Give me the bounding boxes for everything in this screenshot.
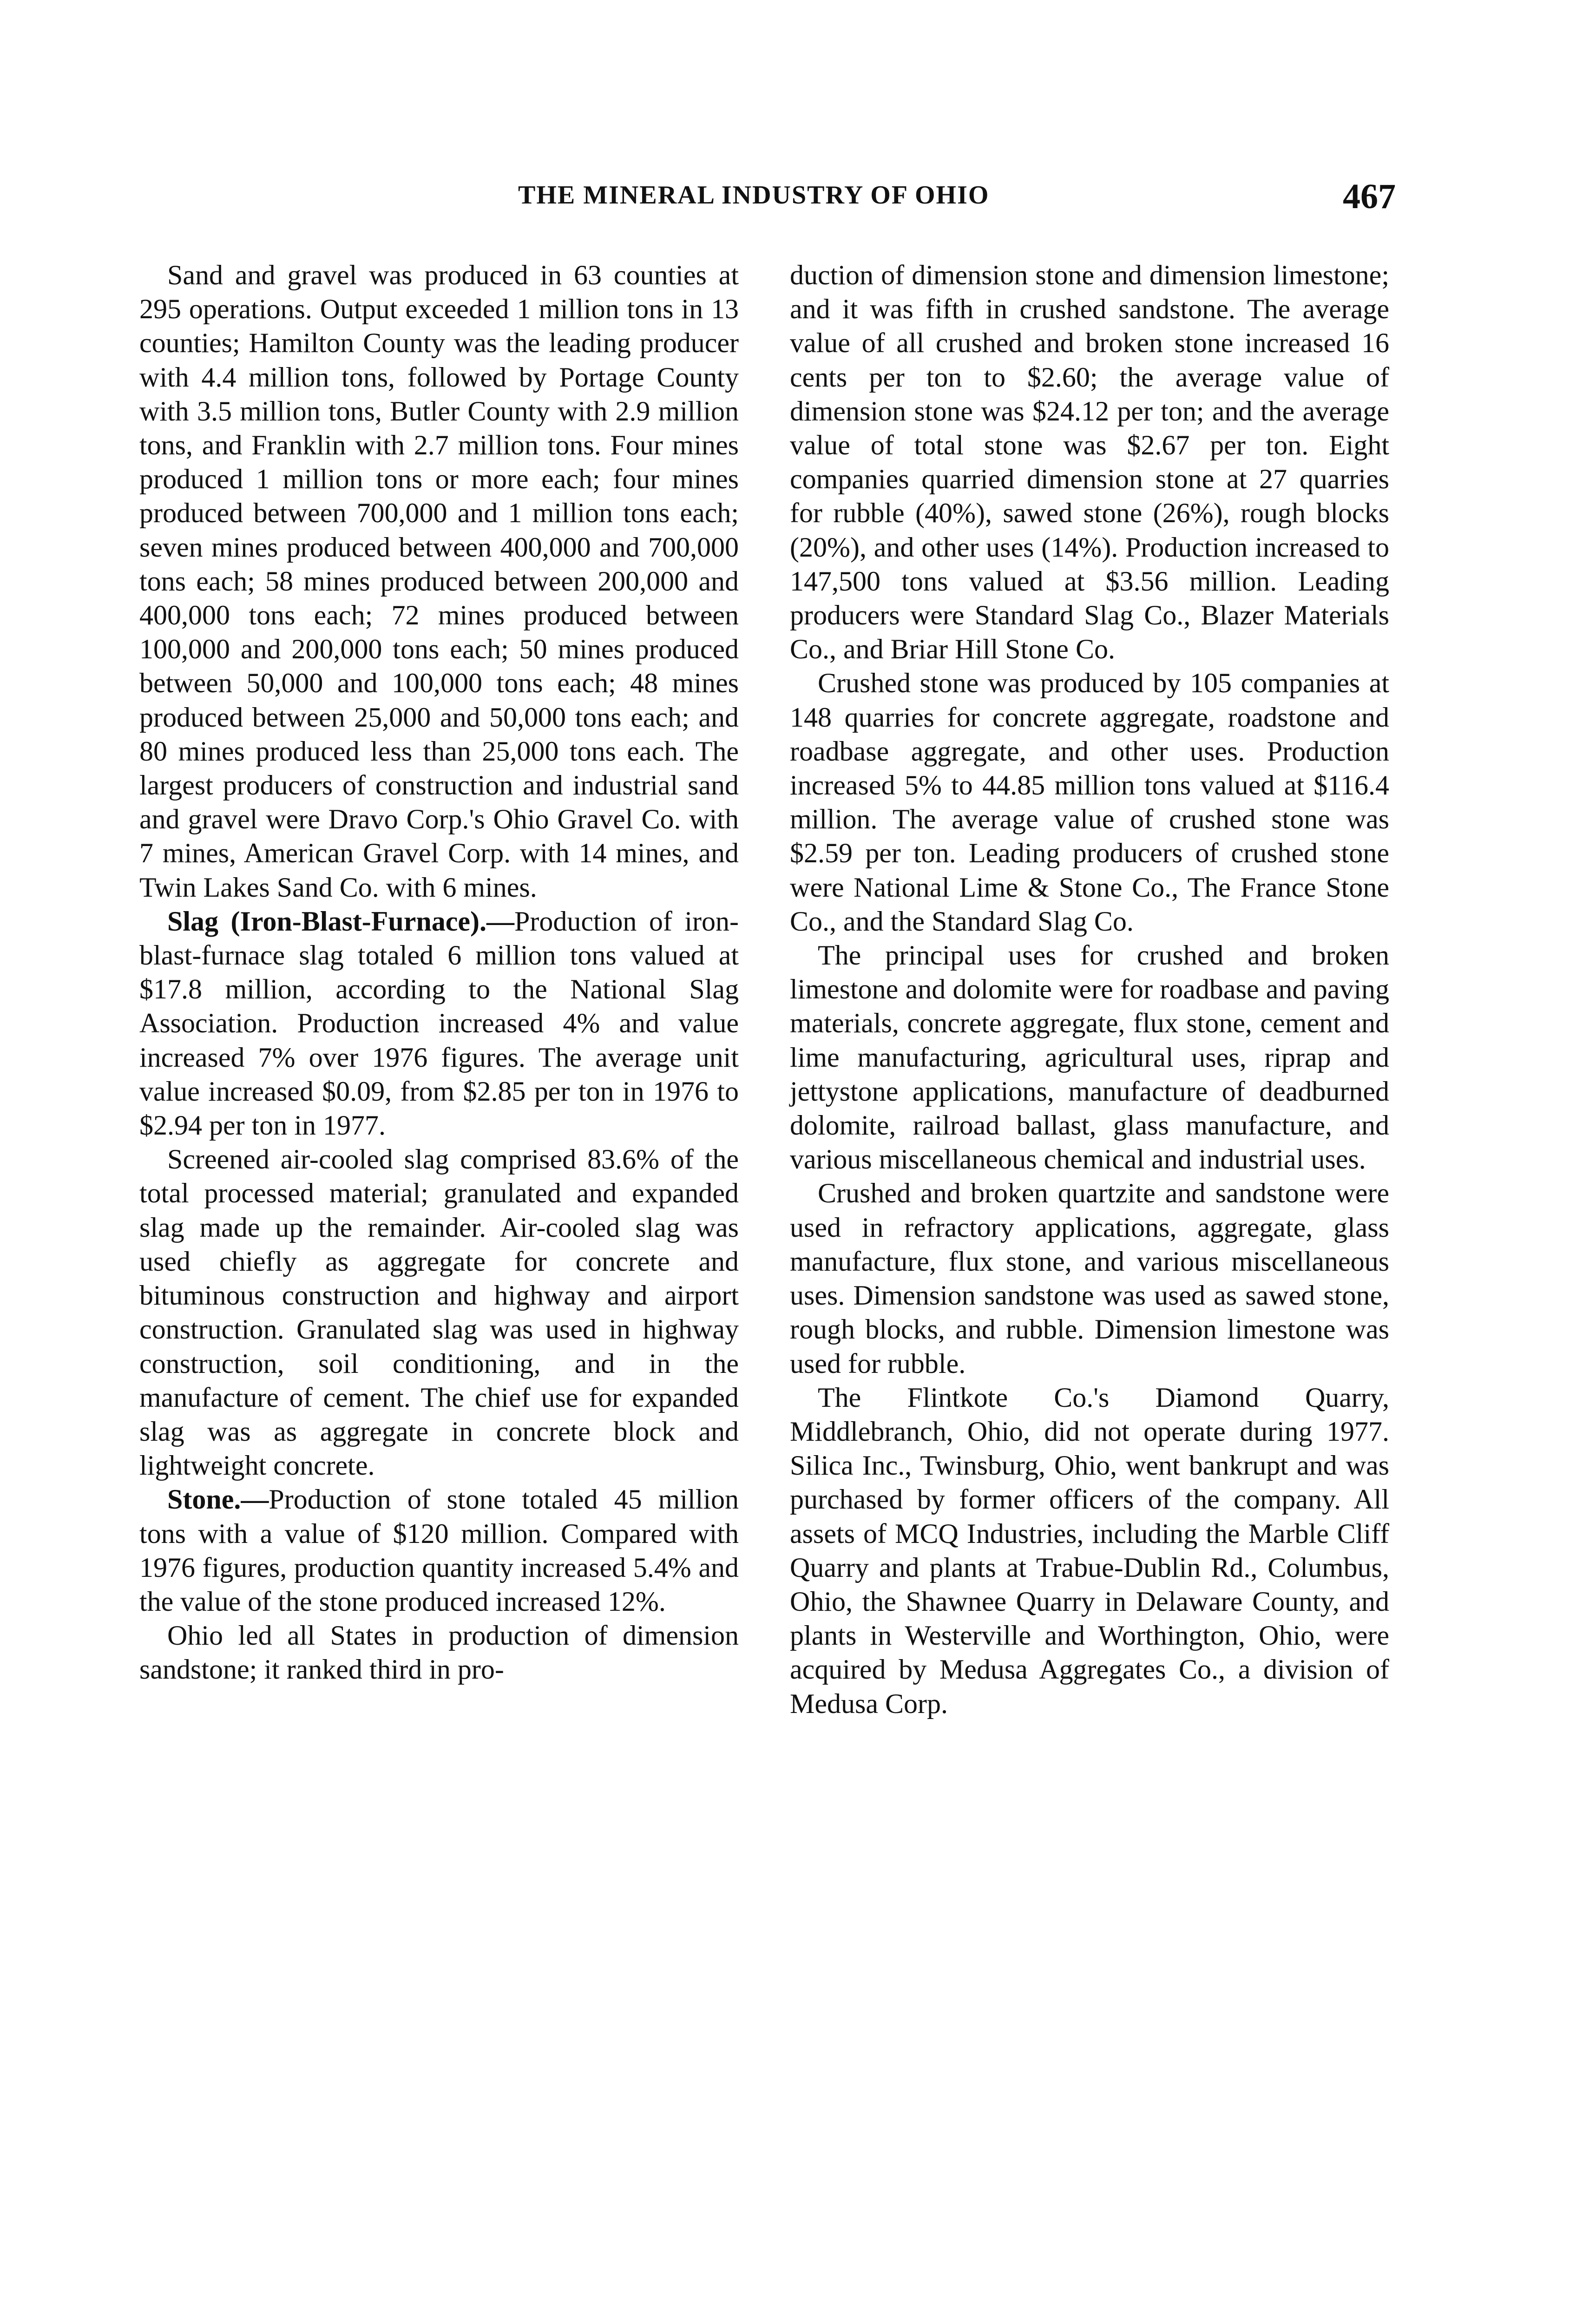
quartzite-paragraph: Crushed and broken quartzite and sandstone were used in refractory applications, aggregate, glass manufacture, flux stone, and various miscellaneous uses. Dimension sandstone was used as sawed stone, rough blocks, and rubble. Dimension limestone was used for rubble.: [790, 1178, 1389, 1379]
screened-slag-paragraph: Screened air-cooled slag comprised 83.6% of the total processed material; granulated and expanded slag made up the remainder. Air-cooled slag was used chiefly as aggregate for concrete and bituminous construction and highway and airport construction. Granulated slag was used in highway construction, soil conditioning, and in the manufacture of cement. The chief use for expanded slag was as aggregate in concrete block and lightweight concrete.: [139, 1144, 739, 1481]
page-number: 467: [1343, 177, 1396, 216]
stone-text: Production of stone totaled 45 million tons with a value of $120 million. Compared with 1976 figures, production quantity increased 5.4% and the value of the stone produced increased 12%.: [139, 1484, 739, 1617]
sand-gravel-paragraph: Sand and gravel was produced in 63 counties at 295 operations. Output exceeded 1 million tons in 13 counties; Hamilton County was the leading producer with 4.4 million tons, followed by Portage County with 3.5 million tons, Butler County with 2.9 million tons, and Franklin with 2.7 million tons. Four mines produced 1 million tons or more each; four mines produced between 700,000 and 1 million tons each; seven mines produced between 400,000 and 700,000 tons each; 58 mines produced between 200,000 and 400,000 tons each; 72 mines produced between 100,000 and 200,000 tons each; 50 mines produced between 50,000 and 100,000 tons each; 48 mines produced between 25,000 and 50,000 tons each; and 80 mines produced less than 25,000 tons each. The largest producers of construction and industrial sand and gravel were Dravo Corp.'s Ohio Gravel Co. with 7 mines, American Gravel Corp. with 14 mines, and Twin Lakes Sand Co. with 6 mines.: [139, 260, 739, 903]
stone-paragraph: [139, 1483, 739, 1619]
page-header: [0, 177, 1596, 222]
limestone-uses-paragraph: The principal uses for crushed and broken limestone and dolomite were for roadbase and paving materials, concrete aggregate, flux stone, cement and lime manufacturing, agricultural uses, riprap and jettystone applications, manufacture of deadburned dolomite, railroad ballast, glass manufacture, and various miscellaneous chemical and industrial uses.: [790, 940, 1389, 1175]
flintkote-paragraph: The Flintkote Co.'s Diamond Quarry, Middlebranch, Ohio, did not operate during 1977. Silica Inc., Twinsburg, Ohio, went bankrupt and was purchased by former officers of the company. All assets of MCQ Industries, including the Marble Cliff Quarry and plants at Trabue-Dublin Rd., Columbus, Ohio, the Shawnee Quarry in Delaware County, and plants in Westerville and Worthington, Ohio, were acquired by Medusa Aggregates Co., a division of Medusa Corp.: [790, 1382, 1389, 1719]
dimension-sandstone-paragraph: Ohio led all States in production of dimension sandstone; it ranked third in pro-: [139, 1620, 739, 1685]
left-column: [139, 258, 739, 1687]
crushed-stone-paragraph: Crushed stone was produced by 105 companies at 148 quarries for concrete aggregate, roadstone and roadbase aggregate, and other uses. Production increased 5% to 44.85 million tons valued at $116.4 million. The average value of crushed stone was $2.59 per ton. Leading producers of crushed stone were National Lime & Stone Co., The France Stone Co., and the Standard Slag Co.: [790, 668, 1389, 937]
dimension-stone-paragraph: duction of dimension stone and dimension limestone; and it was fifth in crushed sandstone. The average value of all crushed and broken stone increased 16 cents per ton to $2.60; the average value of dimension stone was $24.12 per ton; and the average value of total stone was $2.67 per ton. Eight companies quarried dimension stone at 27 quarries for rubble (40%), sawed stone (26%), rough blocks (20%), and other uses (14%). Production increased to 147,500 tons valued at $3.56 million. Leading producers were Standard Slag Co., Blazer Materials Co., and Briar Hill Stone Co.: [790, 260, 1389, 665]
slag-paragraph: [139, 905, 739, 1142]
stone-heading: Stone.—: [167, 1484, 269, 1515]
right-column: [790, 258, 1389, 1721]
slag-text: Production of iron-blast-furnace slag totaled 6 million tons valued at $17.8 million, according to the National Slag Association. Production increased 4% and value increased 7% over 1976 figures. The average unit value increased $0.09, from $2.85 per ton in 1976 to $2.94 per ton in 1977.: [139, 906, 739, 1141]
running-title: THE MINERAL INDUSTRY OF OHIO: [518, 181, 990, 210]
slag-heading: Slag (Iron-Blast-Furnace).—: [167, 906, 515, 937]
